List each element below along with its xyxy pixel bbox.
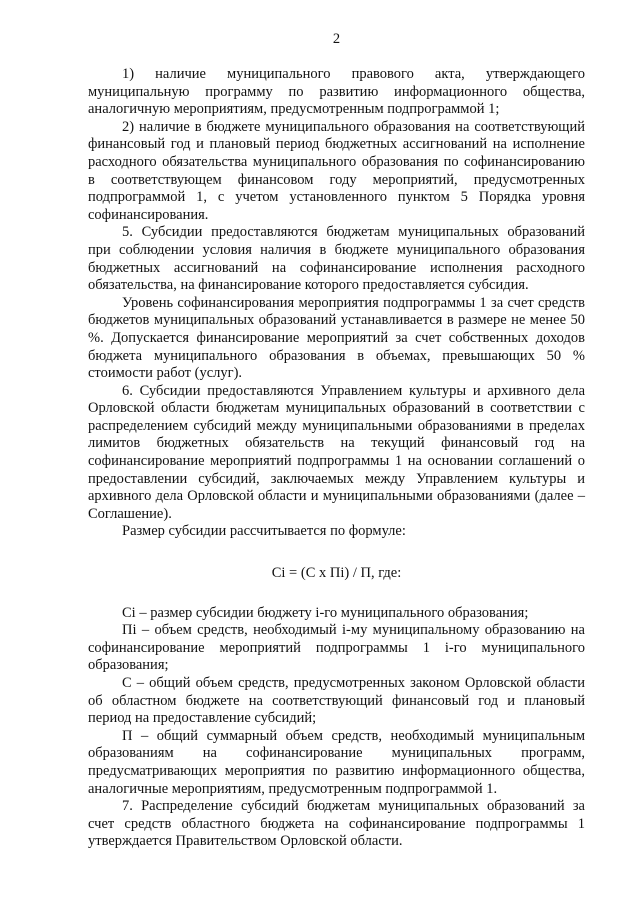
document-page	[88, 30, 585, 851]
paragraph-formula-intro: Размер субсидии рассчитывается по формуле:	[122, 523, 406, 540]
paragraph-condition-1: 1) наличие муниципального правового акта, утверждающего муниципальную программу по развитию информационного общества, аналогичную мероприятиям, предусмотренным подпрограммой 1;	[88, 66, 585, 118]
subsidy-formula: Ci = (C x Пi) / П, где:	[271, 565, 402, 582]
page-number: 2	[332, 31, 341, 47]
paragraph-definition-ci: Ci – размер субсидии бюджету i-го муниципального образования;	[122, 604, 529, 621]
paragraph-definition-c: С – общий объем средств, предусмотренных законом Орловской области об областном бюджете на соответствующий финансовый год и плановый период на предоставление субсидий;	[88, 675, 585, 727]
paragraph-definition-p: П – общий суммарный объем средств, необходимый муниципальным образованиям на софинансирование муниципальных программ, предусматривающих мероприятия по развитию информационного общества, аналогичные мероприятиям, предусмотренным подпрограммой 1.	[88, 727, 585, 797]
paragraph-item-5: 5. Субсидии предоставляются бюджетам муниципальных образований при соблюдении условия наличия в бюджете муниципального образования бюджетных ассигнований на софинансирование исполнения расходного обязательства, на финансирование которого предоставляется субсидия.	[88, 224, 585, 294]
paragraph-item-6: 6. Субсидии предоставляются Управлением культуры и архивного дела Орловской области бюджетам муниципальных образований в соответствии с распределением субсидий между муниципальными образованиями в пределах лимитов бюджетных обязательств на текущий финансовый год на софинансирование мероприятий подпрограммы 1 на основании соглашений о предоставлении субсидий, заключаемых между Управлением культуры и архивного дела Орловской области и муниципальными образованиями (далее – Соглашение).	[88, 382, 585, 522]
paragraph-cofinancing-level: Уровень софинансирования мероприятия подпрограммы 1 за счет средств бюджетов муниципальных образований устанавливается в размере не менее 50 %. Допускается финансирование мероприятий за счет собственных доходов бюджета муниципального образования в объемах, превышающих 50 % стоимости работ (услуг).	[88, 294, 585, 382]
paragraph-item-7: 7. Распределение субсидий бюджетам муниципальных образований за счет средств областного бюджета на софинансирование подпрограммы 1 утверждается Правительством Орловской области.	[88, 798, 585, 850]
paragraph-definition-pi: Пi – объем средств, необходимый i-му муниципальному образованию на софинансирование мероприятий подпрограммы 1 i-го муниципального образования;	[88, 622, 585, 674]
paragraph-condition-2: 2) наличие в бюджете муниципального образования на соответствующий финансовый год и плановый период бюджетных ассигнований на исполнение расходного обязательства муниципального образования по софинансированию в соответствующем финансовом году мероприятий, предусмотренных подпрограммой 1, с учетом установленного пунктом 5 Порядка уровня софинансирования.	[88, 118, 585, 223]
